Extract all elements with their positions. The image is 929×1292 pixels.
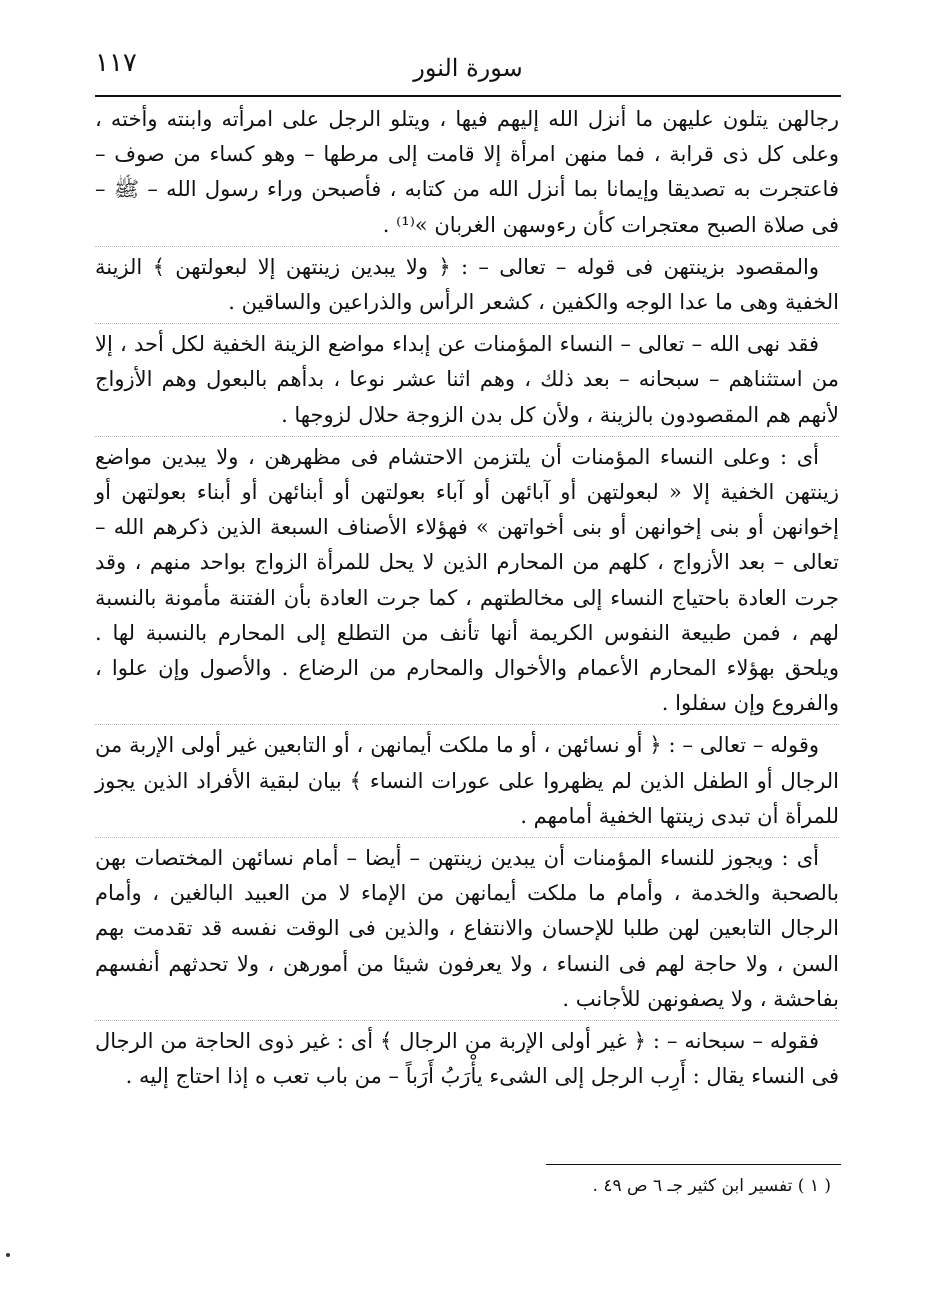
footnote-divider — [546, 1164, 841, 1165]
surah-title: سورة النور — [413, 54, 523, 82]
page-number: ١١٧ — [95, 48, 137, 78]
paragraph-mahram-categories: أى : وعلى النساء المؤمنات أن يلتزمن الاحتشام فى مظهرهن ، ولا يبدين مواضع زينتهن الخفية إلا « لبعولتهن أو آبائهن أو آباء بعولتهن أو أبنائهن أو أبناء بعولتهن أو إخوانهن أو بنى إخوانهن أو بنى أخواتهن » فهؤلاء الأصناف السبعة الذين ذكرهم الله – تعالى – بعد الأزواج ، كلهم من المحارم الذين لا يحل للمرأة الزواج بواحد منهم ، وقد جرت العادة باحتياج النساء إلى مخالطتهم ، كما جرت العادة بأن الفتنة مأمونة بالنسبة لهم ، فمن طبيعة النفوس الكريمة أنها تأنف من التطلع إلى المحارم بالنسبة لها . ويلحق بهؤلاء المحارم الأعمام والأخوال والمحارم من الرضاع . والأصول وإن علوا ، والفروع وإن سفلوا . — [95, 436, 839, 725]
paragraph-prohibition: فقد نهى الله – تعالى – النساء المؤمنات عن إبداء مواضع الزينة الخفية لكل أحد ، إلا من استثناهم – سبحانه – بعد ذلك ، وهم اثنا عشر نوعا ، بدأهم بالبعول وهم الأزواج لأنهم هم المقصودون بالزينة ، ولأن كل بدن الزوجة حلال لزوجها . — [95, 323, 839, 436]
footnote: ( ١ ) تفسير ابن كثير جـ ٦ ص ٤٩ . — [592, 1176, 831, 1196]
paragraph-irbah-definition: فقوله – سبحانه – : ﴿ غير أولى الإربة من الرجال ﴾ أى : غير ذوى الحاجة من الرجال فى النساء يقال : أَرِب الرجل إلى الشىء يأْرَبُ أَرَباً – من باب تعب ه إذا احتاج إليه . — [95, 1020, 839, 1097]
paragraph-hidden-adornment: والمقصود بزينتهن فى قوله – تعالى – : ﴿ ولا يبدين زينتهن إلا لبعولتهن ﴾ الزينة الخفية وهى ما عدا الوجه والكفين ، كشعر الرأس والذراعين والساقين . — [95, 246, 839, 323]
scan-dot — [6, 1253, 10, 1257]
running-header — [95, 40, 841, 90]
paragraph-quote-continuation: رجالهن يتلون عليهن ما أنزل الله إليهم فيها ، ويتلو الرجل على امرأته وابنته وأخته ، وعلى كل ذى قرابة ، فما منهن امرأة إلا قامت إلى مرطها – وهو كساء من صوف – فاعتجرت به تصديقا وإيمانا بما أنزل الله من كتابه ، فأصبحن وراء رسول الله – ﷺ – فى صلاة الصبح معتجرات كأن رءوسهن الغربان »⁽¹⁾ . — [95, 107, 839, 237]
paragraph-remaining-individuals: وقوله – تعالى – : ﴿ أو نسائهن ، أو ما ملكت أيمانهن ، أو التابعين غير أولى الإربة من الرجال أو الطفل الذين لم يظهروا على عورات النساء ﴾ بيان لبقية الأفراد الذين يجوز للمرأة أن تبدى زينتها الخفية أمامهم . — [95, 724, 839, 837]
paragraph-explanation: أى : ويجوز للنساء المؤمنات أن يبدين زينتهن – أيضا – أمام نسائهن المختصات بهن بالصحبة والخدمة ، وأمام ما ملكت أيمانهن من الإماء لا من العبيد البالغين ، وأمام الرجال التابعين لهن طلبا للإحسان والانتفاع ، والذين فى الوقت نفسه قد تقدمت بهم السن ، ولا حاجة لهم فى النساء ، ولا يعرفون شيئا من أمورهن ، ولا تحدثهم أنفسهم بفاحشة ، ولا يصفونهن للأجانب . — [95, 837, 839, 1020]
commentary-body — [95, 102, 839, 1097]
header-divider — [95, 95, 841, 97]
